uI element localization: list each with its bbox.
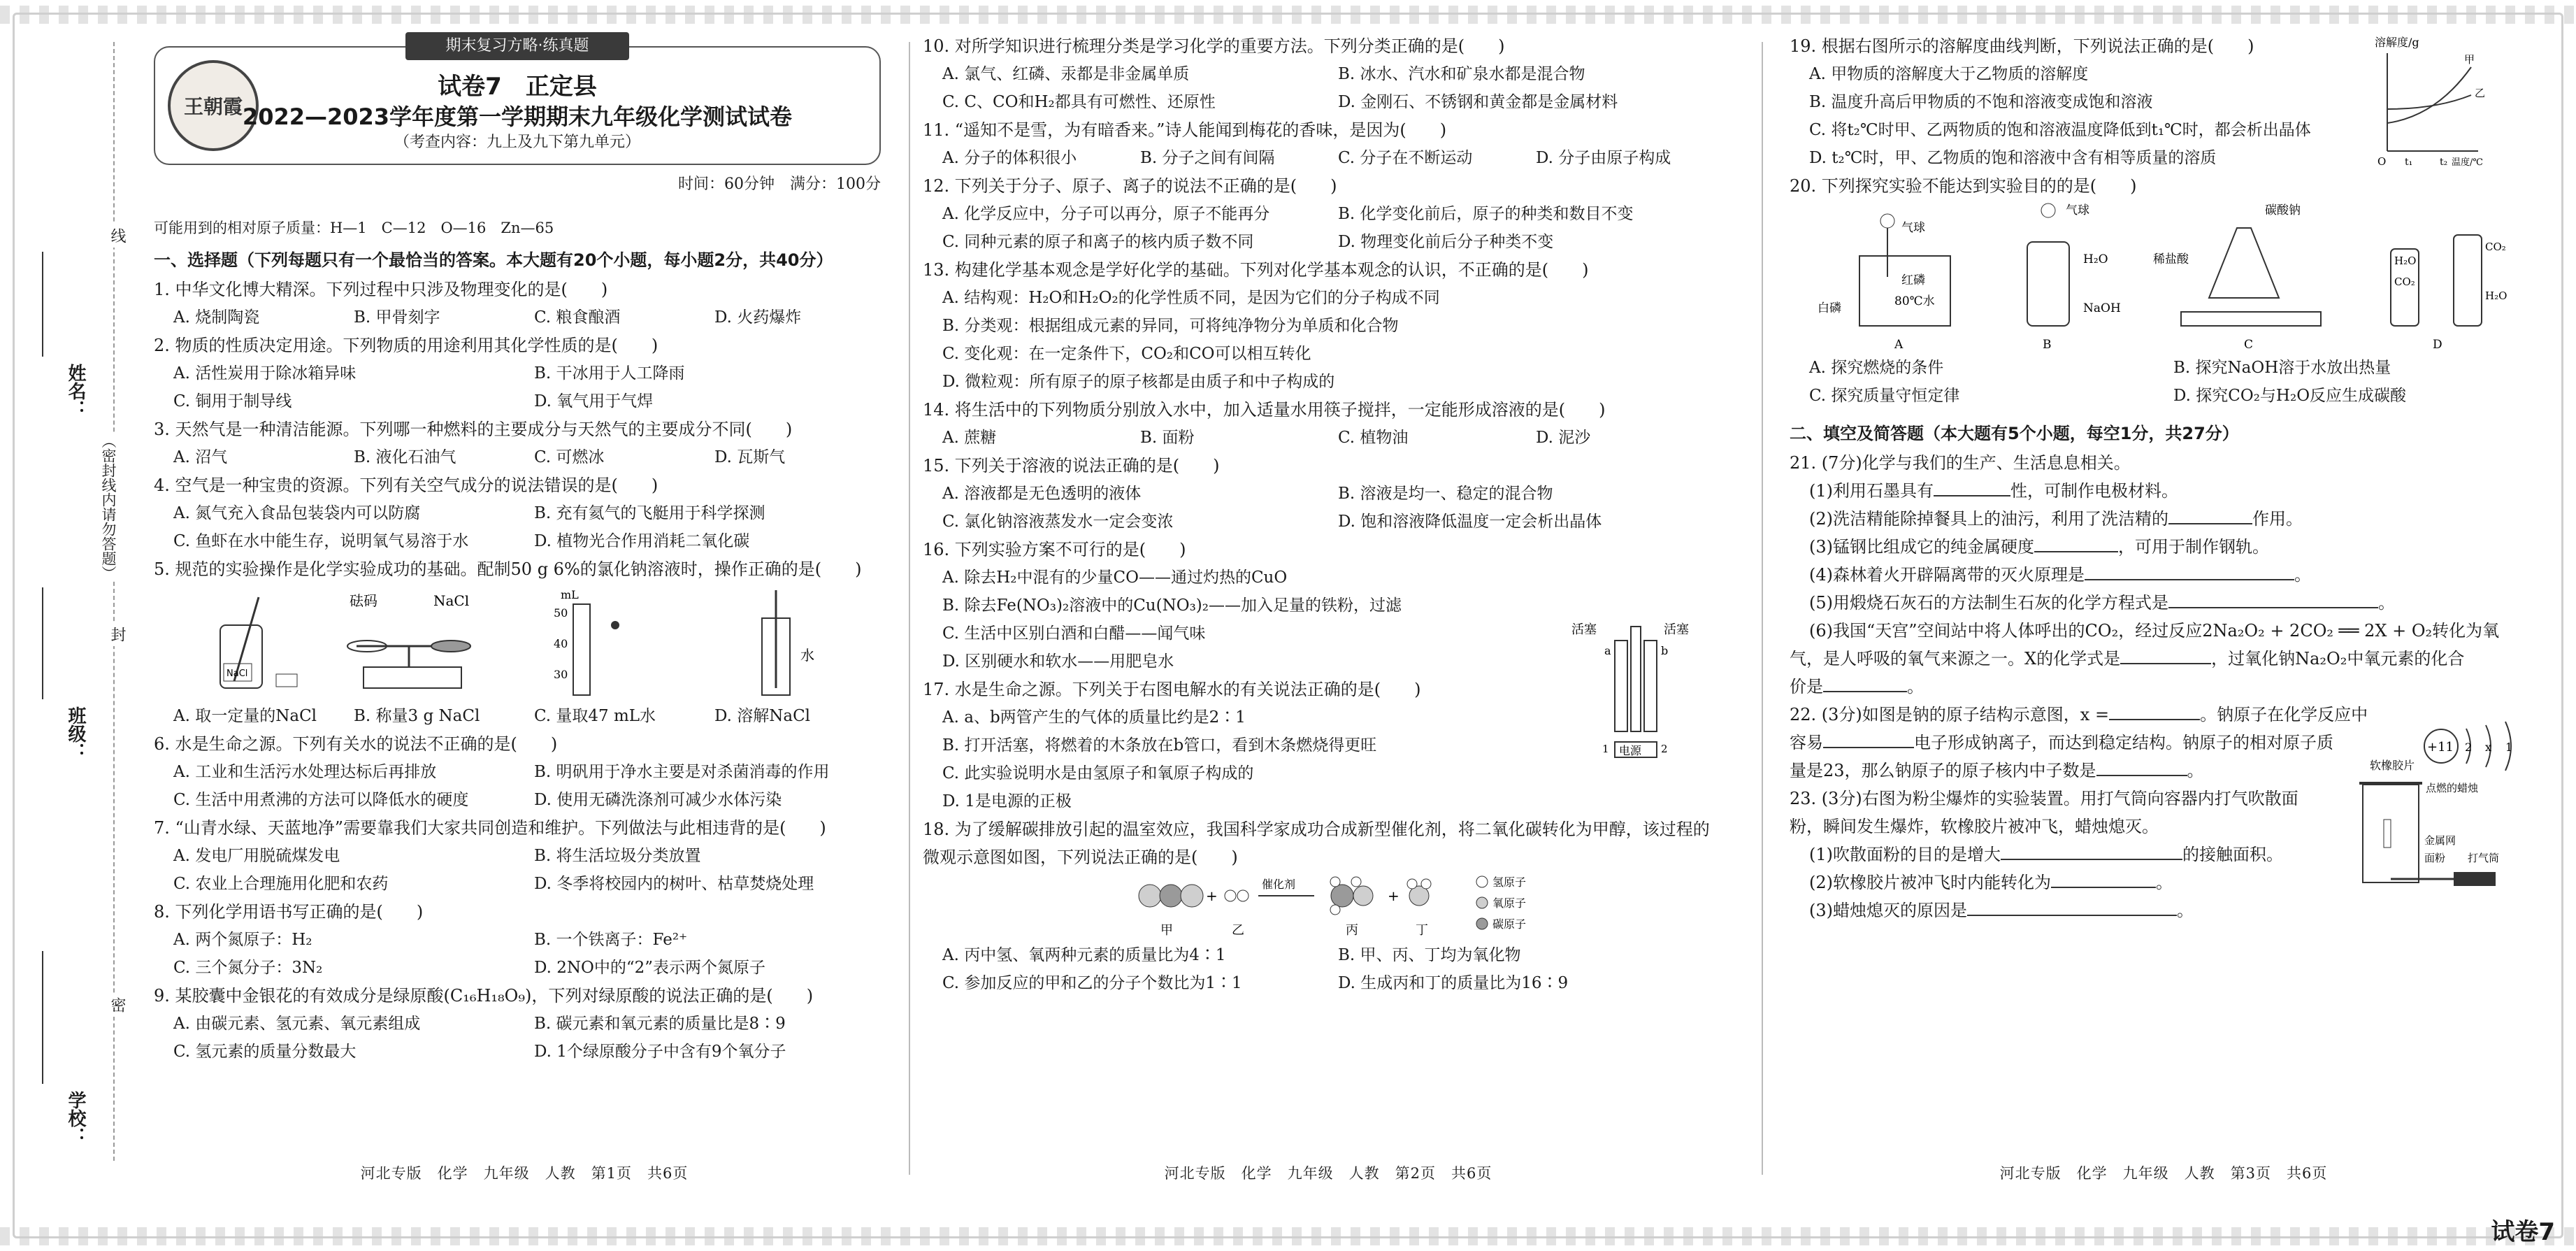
q6-option-c[interactable]: C. 生活中用煮沸的方法可以降低水的硬度 [173, 791, 469, 809]
q22-text-2b: 电子形成钠离子，而达到稳定结构。钠原子的相对原子质 [1914, 733, 2333, 752]
q12-option-d[interactable]: D. 物理变化前后分子种类不变 [1338, 233, 1554, 251]
q22-blank-neutron[interactable] [2096, 775, 2187, 776]
q23-fig-lid: 软橡胶片 [2370, 759, 2415, 772]
q18-option-a[interactable]: A. 丙中氢、氧两种元素的质量比为4∶1 [942, 946, 1226, 964]
q5-beaker [762, 590, 814, 695]
q20-d-co2-b: CO₂ [2485, 241, 2506, 253]
exam-header [154, 32, 895, 207]
page-2 [923, 32, 1734, 1182]
q21-1-text-end: 性，可制作电极材料。 [2010, 481, 2178, 501]
q21-4-text-end: 。 [2294, 565, 2311, 585]
q1-option-a[interactable]: A. 烧制陶瓷 [173, 308, 260, 327]
school-blank [42, 951, 43, 1084]
q23-2-blank[interactable] [2051, 887, 2156, 888]
q18-option-c[interactable]: C. 参加反应的甲和乙的分子个数比为1∶1 [942, 974, 1242, 992]
binding-margin [28, 42, 133, 1189]
q8-option-c[interactable]: C. 三个氮分子：3N₂ [173, 959, 323, 977]
q17-pole-2: 2 [1661, 743, 1668, 755]
q17-pole-1: 1 [1602, 743, 1609, 755]
q23-1-blank[interactable] [2001, 859, 2182, 860]
q20-option-a[interactable]: A. 探究燃烧的条件 [1809, 359, 1944, 377]
q14-option-d[interactable]: D. 泥沙 [1536, 429, 1591, 447]
seal-seal-char: 封 [106, 622, 128, 646]
svg-text:+: + [1206, 887, 1218, 904]
q2-stem: 2. 物质的性质决定用途。下列物质的用途利用其化学性质的是( ) [154, 336, 659, 355]
q18-micro-reaction-figure [923, 871, 1720, 941]
q20-label-d: D [2433, 338, 2442, 352]
q20-a-water: 80℃水 [1894, 294, 1935, 308]
page-badge: 试卷7 [2491, 1218, 2555, 1246]
q20-setup-c [2153, 203, 2321, 352]
q20-b-naoh: NaOH [2083, 301, 2121, 315]
question-5 [154, 555, 895, 730]
q20-label-b: B [2043, 338, 2052, 352]
section-1-title: 一、选择题（下列每题只有一个最恰当的答案。本大题有20个小题，每小题2分，共40分） [154, 250, 833, 270]
page-3 [1790, 32, 2538, 1182]
q23-2-text: (2)软橡胶片被冲飞时内能转化为 [1809, 873, 2051, 892]
question-9 [154, 982, 895, 1066]
question-20 [1790, 172, 2538, 410]
q18-option-b[interactable]: B. 甲、丙、丁均为氧化物 [1338, 946, 1521, 964]
q5-ml-label: mL [561, 588, 579, 601]
q21-6-blank-x[interactable] [2120, 663, 2211, 664]
q9-option-d[interactable]: D. 1个绿原酸分子中含有9个氧分子 [534, 1043, 786, 1061]
question-13 [923, 256, 1734, 396]
q10-stem: 10. 对所学知识进行梳理分类是学习化学的重要方法。下列分类正确的是( ) [923, 36, 1505, 56]
q22-text-3b: 。 [2187, 761, 2204, 780]
q21-3-blank[interactable] [2034, 551, 2118, 552]
seal-note: （密封线内请勿答题） [98, 434, 119, 580]
q14-stem: 14. 将生活中的下列物质分别放入水中，加入适量水用筷子搅拌，一定能形成溶液的是( ) [923, 400, 1606, 420]
q21-2-text-end: 作用。 [2252, 509, 2303, 529]
q18-label-ding: 丁 [1416, 923, 1428, 938]
q10-option-c[interactable]: C. C、CO和H₂都具有可燃性、还原性 [942, 93, 1216, 111]
q23-3-text: (3)蜡烛熄灭的原因是 [1809, 901, 1967, 920]
q11-option-d[interactable]: D. 分子由原子构成 [1536, 149, 1671, 167]
q3-option-c[interactable]: C. 可燃冰 [534, 448, 605, 466]
q14-option-b[interactable]: B. 面粉 [1140, 429, 1195, 447]
q16-option-a[interactable]: A. 除去H₂中混有的少量CO——通过灼热的CuO [942, 569, 1288, 587]
question-3 [154, 415, 895, 471]
q13-stem: 13. 构建化学基本观念是学好化学的基础。下列对化学基本观念的认识，不正确的是( ) [923, 260, 1589, 280]
q18-stem: 18. 为了缓解碳排放引起的温室效应，我国科学家成功合成新型催化剂，将二氧化碳转化为甲醇，该过程的 [923, 820, 1710, 839]
q18-label-yi: 乙 [1232, 923, 1244, 938]
q7-option-d[interactable]: D. 冬季将校园内的树叶、枯草焚烧处理 [534, 875, 814, 893]
name-label: 姓名： [65, 364, 86, 418]
question-2 [154, 331, 895, 415]
q5-bottle-label: NaCl [226, 669, 248, 679]
q21-5-text: (5)用煅烧石灰石的方法制生石灰的化学方程式是 [1809, 593, 2168, 613]
q6-option-b[interactable]: B. 明矾用于净水主要是对杀菌消毒的作用 [534, 763, 830, 781]
school-label: 学校： [65, 1091, 86, 1145]
q3-option-a[interactable]: A. 沼气 [173, 448, 228, 466]
q19-tick-t1: t₁ [2405, 157, 2413, 168]
q22-nucleus: +11 [2427, 740, 2454, 755]
q13-option-b[interactable]: B. 分类观：根据组成元素的异同，可将纯净物分为单质和化合物 [942, 317, 1399, 335]
q4-option-c[interactable]: C. 鱼虾在水中能生存，说明氧气易溶于水 [173, 532, 469, 550]
class-label: 班级： [65, 706, 86, 761]
question-19 [1790, 32, 2538, 172]
q17-valve-left: 活塞 [1571, 622, 1597, 637]
q15-option-d[interactable]: D. 饱和溶液降低温度一定会析出晶体 [1338, 513, 1602, 531]
q22-shell-3: 1 [2505, 741, 2513, 754]
series-banner: 期末复习方略·练真题 [405, 32, 629, 60]
q20-a-red-p: 红磷 [1901, 273, 1925, 287]
q13-option-d[interactable]: D. 微粒观：所有原子的原子核都是由质子和中子构成的 [942, 373, 1335, 391]
q18-option-d[interactable]: D. 生成丙和丁的质量比为16∶9 [1338, 974, 1569, 992]
q23-line-1: 23. (3分)右图为粉尘爆炸的实验装置。用打气筒向容器内打气吹散面 [1790, 789, 2298, 808]
seal-line-char: 线 [106, 224, 128, 248]
q20-b-water: H₂O [2083, 252, 2108, 266]
q20-setup-a [1818, 214, 1950, 352]
q10-option-b[interactable]: B. 冰水、汽水和矿泉水都是混合物 [1338, 65, 1585, 83]
q23-3-text-end: 。 [2177, 901, 2194, 920]
q21-1-text: (1)利用石墨具有 [1809, 481, 1934, 501]
q18-label-bing: 丙 [1346, 923, 1358, 938]
q5-tick-40: 40 [554, 637, 568, 650]
q7-option-c[interactable]: C. 农业上合理施用化肥和农药 [173, 875, 389, 893]
q5-tick-30: 30 [554, 668, 568, 681]
question-7 [154, 814, 895, 898]
q5-reagent-bottle [220, 597, 297, 688]
q4-option-a[interactable]: A. 氮气充入食品包装袋内可以防腐 [173, 504, 421, 522]
q17-electrolysis-figure [1566, 620, 1706, 759]
q5-lab-operations-figure [154, 583, 881, 702]
q15-option-b[interactable]: B. 溶液是均一、稳定的混合物 [1338, 485, 1553, 503]
question-18 [923, 815, 1734, 997]
q19-option-b[interactable]: B. 温度升高后甲物质的不饱和溶液变成饱和溶液 [1809, 93, 2153, 111]
question-10 [923, 32, 1734, 116]
q5-water-label: 水 [800, 647, 814, 664]
q20-a-white-p: 白磷 [1818, 301, 1841, 315]
question-1 [154, 276, 895, 331]
q16-stem: 16. 下列实验方案不可行的是( ) [923, 540, 1186, 559]
q18-stem-2: 微观示意图如图，下列说法正确的是( ) [923, 848, 1238, 867]
q18-legend-o: 氧原子 [1492, 896, 1527, 910]
q17-stem: 17. 水是生命之源。下列关于右图电解水的有关说法正确的是( ) [923, 680, 1421, 699]
q20-label-c: C [2244, 338, 2254, 352]
q14-option-a[interactable]: A. 蔗糖 [942, 429, 997, 447]
question-11 [923, 116, 1734, 172]
q21-6-period: 。 [1907, 677, 1924, 696]
question-15 [923, 452, 1734, 536]
q21-stem: 21. (7分)化学与我们的生产、生活息息相关。 [1790, 453, 2131, 473]
q7-stem: 7. “山青水绿、天蓝地净”需要靠我们大家共同创造和维护。下列做法与此相违背的是( ) [154, 818, 826, 838]
q2-option-d[interactable]: D. 氧气用于气焊 [534, 392, 654, 410]
q11-option-a[interactable]: A. 分子的体积很小 [942, 149, 1077, 167]
section-2-title: 二、填空及简答题（本大题有5个小题，每空1分，共27分） [1790, 424, 2239, 443]
q7-option-a[interactable]: A. 发电厂用脱硫煤发电 [173, 847, 340, 865]
q22-text-2: 容易 [1790, 733, 1823, 752]
q5-tick-50: 50 [554, 606, 568, 620]
q22-text-3: 量是23，那么钠原子的原子核内中子数是 [1790, 761, 2096, 780]
q21-6-text-end: 价是 [1790, 677, 1823, 696]
q18-legend-h: 氢原子 [1492, 875, 1527, 889]
q21-5-blank[interactable] [2168, 607, 2378, 608]
q22-blank-electron[interactable] [1823, 747, 1914, 748]
q5-option-b[interactable]: B. 称量3 g NaCl [354, 707, 480, 725]
q22-shell-1: 2 [2465, 741, 2473, 754]
q17-option-d[interactable]: D. 1是电源的正极 [942, 792, 1072, 810]
q21-6-text-mid: ，过氧化钠Na₂O₂中氧元素的化合 [2211, 649, 2465, 669]
q9-option-a[interactable]: A. 由碳元素、氢元素、氧元素组成 [173, 1015, 421, 1033]
q9-option-c[interactable]: C. 氢元素的质量分数最大 [173, 1043, 357, 1061]
column-divider-1 [909, 42, 910, 1175]
question-4 [154, 471, 895, 555]
q4-option-b[interactable]: B. 充有氦气的飞艇用于科学探测 [534, 504, 765, 522]
q21-3-text: (3)锰钢比组成它的纯金属硬度 [1809, 537, 2034, 557]
q4-stem: 4. 空气是一种宝贵的资源。下列有关空气成分的说法错误的是( ) [154, 476, 659, 495]
q19-curve-yi: 乙 [2475, 87, 2486, 99]
q11-stem: 11. “遥知不是雪，为有暗香来。”诗人能闻到梅花的香味，是因为( ) [923, 120, 1447, 140]
q19-option-c[interactable]: C. 将t₂℃时甲、乙两物质的饱和溶液温度降低到t₁℃时，都会析出晶体 [1809, 121, 2311, 139]
page-2-footer: 河北专版 化学 九年级 人教 第2页 共6页 [1164, 1165, 1492, 1182]
q23-fig-candle: 点燃的蜡烛 [2426, 782, 2479, 794]
q15-option-c[interactable]: C. 氯化钠溶液蒸发水一定会变浓 [942, 513, 1174, 531]
page-1-footer: 河北专版 化学 九年级 人教 第1页 共6页 [360, 1165, 689, 1182]
q7-option-b[interactable]: B. 将生活垃圾分类放置 [534, 847, 701, 865]
seal-mi-char: 密 [106, 993, 128, 1017]
q20-option-b[interactable]: B. 探究NaOH溶于水放出热量 [2173, 359, 2391, 377]
q4-option-d[interactable]: D. 植物光合作用消耗二氧化碳 [534, 532, 750, 550]
q15-option-a[interactable]: A. 溶液都是无色透明的液体 [942, 485, 1142, 503]
question-12 [923, 172, 1734, 256]
q3-option-b[interactable]: B. 液化石油气 [354, 448, 456, 466]
q5-stem: 5. 规范的实验操作是化学实验成功的基础。配制50 g 6%的氯化钠溶液时，操作正确的是( ) [154, 559, 862, 579]
page-1 [154, 32, 895, 1182]
q10-option-d[interactable]: D. 金刚石、不锈钢和黄金都是金属材料 [1338, 93, 1618, 111]
q21-6-line1: (6)我国“天宫”空间站中将人体呼出的CO₂，经过反应2Na₂O₂ + 2CO₂ ══ 2X + O₂转化为氧 [1809, 621, 2500, 641]
q20-d-co2: CO₂ [2394, 276, 2415, 288]
q2-option-b[interactable]: B. 干冰用于人工降雨 [534, 364, 685, 383]
question-6 [154, 730, 895, 814]
q2-option-c[interactable]: C. 铜用于制导线 [173, 392, 292, 410]
q23-fig-flour: 面粉 [2424, 852, 2446, 864]
q14-option-c[interactable]: C. 植物油 [1338, 429, 1409, 447]
q23-1-text-end: 的接触面积。 [2182, 845, 2283, 864]
q6-stem: 6. 水是生命之源。下列有关水的说法不正确的是( ) [154, 734, 558, 754]
q17-tube-a: a [1604, 644, 1611, 657]
q5-graduated-cylinder [554, 588, 619, 695]
q21-6-text: 气，是人呼吸的氧气来源之一。X的化学式是 [1790, 649, 2121, 669]
q9-option-b[interactable]: B. 碳元素和氧元素的质量比是8∶9 [534, 1015, 786, 1033]
q20-option-d[interactable]: D. 探究CO₂与H₂O反应生成碳酸 [2173, 387, 2407, 405]
q13-option-c[interactable]: C. 变化观：在一定条件下，CO₂和CO可以相互转化 [942, 345, 1311, 363]
q8-option-a[interactable]: A. 两个氮原子：H₂ [173, 931, 312, 949]
q10-option-a[interactable]: A. 氯气、红磷、汞都是非金属单质 [942, 65, 1190, 83]
q3-option-d[interactable]: D. 瓦斯气 [714, 448, 786, 466]
q18-catalyst-label: 催化剂 [1262, 878, 1296, 891]
q21-2-blank[interactable] [2168, 523, 2252, 524]
q19-stem: 19. 根据右图所示的溶解度曲线判断，下列说法正确的是( ) [1790, 36, 2254, 56]
q20-experiments-figure [1790, 200, 2517, 354]
q23-fig-pump: 打气筒 [2468, 852, 2500, 864]
q8-option-b[interactable]: B. 一个铁离子：Fe²⁺ [534, 931, 688, 949]
q23-1-text: (1)吹散面粉的目的是增大 [1809, 845, 2001, 864]
q19-origin: O [2377, 155, 2387, 168]
q5-weight-label: 砝码 [350, 592, 377, 609]
q20-stem: 20. 下列探究实验不能达到实验目的的是( ) [1790, 176, 2137, 196]
name-blank [42, 252, 43, 357]
q1-stem: 1. 中华文化博大精深。下列过程中只涉及物理变化的是( ) [154, 280, 608, 299]
q18-legend-c: 碳原子 [1492, 917, 1527, 931]
q5-nacl-label: NaCl [433, 592, 470, 609]
q19-tick-t2: t₂ [2440, 157, 2448, 168]
q1-option-b[interactable]: B. 甲骨刻字 [354, 308, 440, 327]
q20-label-a: A [1894, 338, 1904, 352]
q19-curve-jia: 甲 [2464, 53, 2475, 66]
atomic-masses: 可能用到的相对原子质量：H—1 C—12 O—16 Zn—65 [154, 220, 554, 236]
q23-3-blank[interactable] [1967, 915, 2177, 916]
logo-text: 王朝霞 [183, 95, 243, 118]
question-14 [923, 396, 1734, 452]
q20-c-na2co3: 碳酸钠 [2265, 203, 2301, 217]
q23-line-2: 粉，瞬间发生爆炸，软橡胶片被冲飞，蜡烛熄灭。 [1790, 817, 2159, 836]
q19-solubility-figure [2373, 32, 2499, 172]
q20-option-c[interactable]: C. 探究质量守恒定律 [1809, 387, 1960, 405]
q18-label-jia: 甲 [1160, 923, 1173, 938]
exam-time: 时间：60分钟 满分：100分 [678, 176, 881, 193]
q5-balance [347, 592, 470, 688]
q17-option-c[interactable]: C. 此实验说明水是由氢原子和氧原子构成的 [942, 764, 1254, 782]
question-21 [1790, 449, 2538, 701]
exam-subtitle: 2022—2023学年度第一学期期末九年级化学测试试卷 [242, 103, 793, 130]
q22-text-1b: 。钠原子在化学反应中 [2200, 705, 2368, 724]
q17-option-b[interactable]: B. 打开活塞，将燃着的木条放在b管口，看到木条燃烧得更旺 [942, 736, 1377, 755]
q23-2-text-end: 。 [2156, 873, 2173, 892]
q11-option-c[interactable]: C. 分子在不断运动 [1338, 149, 1473, 167]
q22-text-1: 22. (3分)如图是钠的原子结构示意图，x = [1790, 705, 2110, 724]
q20-d-h2o: H₂O [2394, 255, 2417, 267]
q17-option-a[interactable]: A. a、b两管产生的气体的质量比约是2∶1 [942, 708, 1246, 727]
q20-b-balloon: 气球 [2066, 203, 2089, 217]
svg-text:+: + [1388, 887, 1399, 904]
q15-stem: 15. 下列关于溶液的说法正确的是( ) [923, 456, 1220, 476]
q20-setup-d [2391, 235, 2507, 352]
q19-y-label: 溶解度/g [2375, 36, 2419, 49]
q5-option-a[interactable]: A. 取一定量的NaCl [173, 707, 317, 725]
q17-power-label: 电源 [1619, 744, 1642, 757]
q21-1-blank[interactable] [1934, 495, 2010, 496]
q17-valve-right: 活塞 [1664, 622, 1689, 637]
q21-2-text: (2)洗洁精能除掉餐具上的油污，利用了洗洁精的 [1809, 509, 2168, 529]
q22-blank-x[interactable] [2109, 719, 2200, 720]
q20-d-h2o-b: H₂O [2485, 289, 2507, 302]
q2-option-a[interactable]: A. 活性炭用于除冰箱异味 [173, 364, 357, 383]
q12-option-a[interactable]: A. 化学反应中，分子可以再分，原子不能再分 [942, 205, 1270, 223]
q9-stem: 9. 某胶囊中金银花的有效成分是绿原酸(C₁₆H₁₈O₉)，下列对绿原酸的说法正确的是( ) [154, 986, 814, 1006]
q1-option-d[interactable]: D. 火药爆炸 [714, 308, 802, 327]
q12-option-b[interactable]: B. 化学变化前后，原子的种类和数目不变 [1338, 205, 1634, 223]
q5-option-c[interactable]: C. 量取47 mL水 [534, 707, 656, 725]
exam-title: 试卷7 正定县 [438, 73, 597, 101]
q19-option-d[interactable]: D. t₂℃时，甲、乙物质的饱和溶液中含有相等质量的溶质 [1809, 149, 2217, 167]
q12-stem: 12. 下列关于分子、原子、离子的说法不正确的是( ) [923, 176, 1337, 196]
q16-option-b[interactable]: B. 除去Fe(NO₃)₂溶液中的Cu(NO₃)₂——加入足量的铁粉，过滤 [942, 596, 1402, 615]
q17-tube-b: b [1661, 644, 1669, 657]
q16-option-d[interactable]: D. 区别硬水和软水——用肥皂水 [942, 652, 1174, 671]
q3-stem: 3. 天然气是一种清洁能源。下列哪一种燃料的主要成分与天然气的主要成分不同( ) [154, 420, 793, 439]
q8-stem: 8. 下列化学用语书写正确的是( ) [154, 902, 424, 922]
q19-option-a[interactable]: A. 甲物质的溶解度大于乙物质的溶解度 [1809, 65, 2089, 83]
q21-6-blank-valence[interactable] [1823, 691, 1907, 692]
column-divider-2 [1762, 42, 1763, 1175]
q13-option-a[interactable]: A. 结构观：H₂O和H₂O₂的化学性质不同，是因为它们的分子构成不同 [942, 289, 1440, 307]
q6-option-d[interactable]: D. 使用无磷洗涤剂可减少水体污染 [534, 791, 782, 809]
q21-3-text-end: ，可用于制作钢轨。 [2118, 537, 2269, 557]
q23-fig-net: 金属网 [2424, 834, 2456, 847]
q20-c-hcl: 稀盐酸 [2153, 252, 2189, 266]
q22-shell-2: x [2485, 741, 2492, 754]
q20-a-balloon: 气球 [1901, 221, 1925, 235]
q21-4-text: (4)森林着火开辟隔离带的灭火原理是 [1809, 565, 2085, 585]
q12-option-c[interactable]: C. 同种元素的原子和离子的核内质子数不同 [942, 233, 1254, 251]
question-8 [154, 898, 895, 982]
q8-option-d[interactable]: D. 2NO中的“2”表示两个氮原子 [534, 959, 766, 977]
q21-4-blank[interactable] [2085, 579, 2294, 580]
q20-setup-b [2027, 203, 2121, 352]
q16-option-c[interactable]: C. 生活中区别白酒和白醋——闻气味 [942, 624, 1206, 643]
exam-scope: （考查内容：九上及九下第九单元） [394, 134, 640, 151]
page-3-footer: 河北专版 化学 九年级 人教 第3页 共6页 [1999, 1165, 2328, 1182]
class-blank [42, 587, 43, 699]
q11-option-b[interactable]: B. 分子之间有间隔 [1140, 149, 1275, 167]
q23-dust-explosion-figure [2349, 757, 2524, 903]
q19-x-label: 温度/℃ [2452, 157, 2483, 168]
q6-option-a[interactable]: A. 工业和生活污水处理达标后再排放 [173, 763, 437, 781]
q21-5-text-end: 。 [2378, 593, 2395, 613]
q1-option-c[interactable]: C. 粮食酿酒 [534, 308, 621, 327]
q5-option-d[interactable]: D. 溶解NaCl [714, 707, 811, 725]
